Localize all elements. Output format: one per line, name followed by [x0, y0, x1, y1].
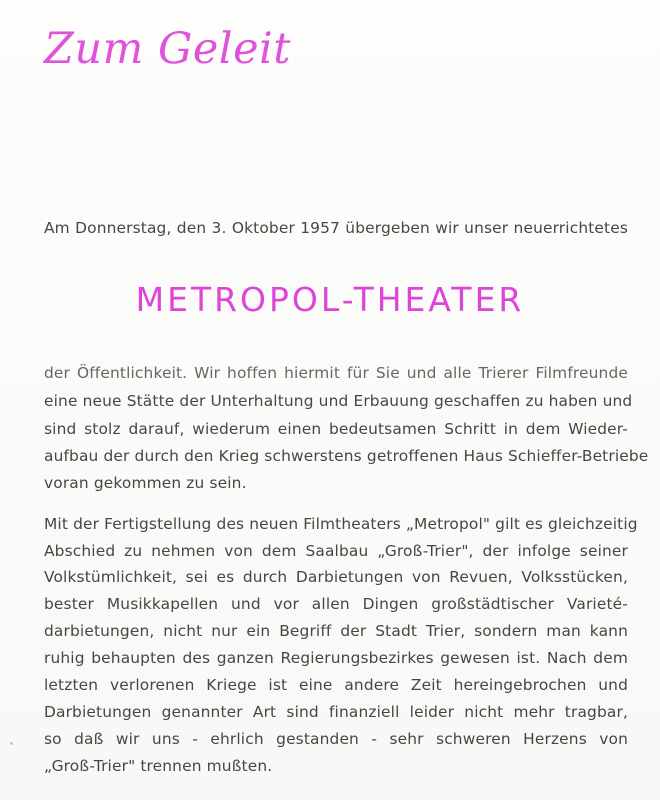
paragraph-2-line: „Groß-Trier" trennen mußten. [44, 757, 273, 775]
paragraph-1-line: sind stolz darauf, wiederum einen bedeutsamen Schritt in dem Wieder- [44, 420, 628, 438]
paragraph-2-line: letzten verlorenen Kriege ist eine andere Zeit hereingebrochen und [44, 676, 628, 694]
paragraph-2-line: bester Musikkapellen und vor allen Dingen großstädtischer Varieté- [44, 595, 628, 613]
page-heading: Zum Geleit [44, 24, 292, 74]
theater-name-title: METROPOL-THEATER [135, 280, 525, 319]
paragraph-1-line: aufbau der durch den Krieg schwerstens getroffenen Haus Schieffer-Betriebe [44, 447, 649, 465]
paragraph-1-line: voran gekommen zu sein. [44, 474, 247, 492]
paragraph-2-line: Volkstümlichkeit, sei es durch Darbietungen von Revuen, Volksstücken, [44, 568, 628, 586]
paragraph-2-line: Abschied zu nehmen von dem Saalbau „Groß-Trier", der infolge seiner [44, 542, 628, 560]
paragraph-1-line: eine neue Stätte der Unterhaltung und Erbauung geschaffen zu haben und [44, 392, 633, 410]
paragraph-2-line: so daß wir uns - ehrlich gestanden - sehr schweren Herzens von [44, 730, 628, 748]
paragraph-2-line: darbietungen, nicht nur ein Begriff der Stadt Trier, sondern man kann [44, 622, 628, 640]
paragraph-2-line: Mit der Fertigstellung des neuen Filmtheaters „Metropol" gilt es gleichzeitig [44, 515, 638, 533]
paper-speck [10, 742, 13, 745]
paragraph-2-line: ruhig behaupten des ganzen Regierungsbezirkes gewesen ist. Nach dem [44, 649, 628, 667]
paragraph-2-line: Darbietungen genannter Art sind finanziell leider nicht mehr tragbar, [44, 703, 628, 721]
paragraph-1-line: der Öffentlichkeit. Wir hoffen hiermit für Sie und alle Trierer Filmfreunde [44, 364, 628, 382]
intro-line: Am Donnerstag, den 3. Oktober 1957 übergeben wir unser neuerrichtetes [44, 219, 628, 237]
